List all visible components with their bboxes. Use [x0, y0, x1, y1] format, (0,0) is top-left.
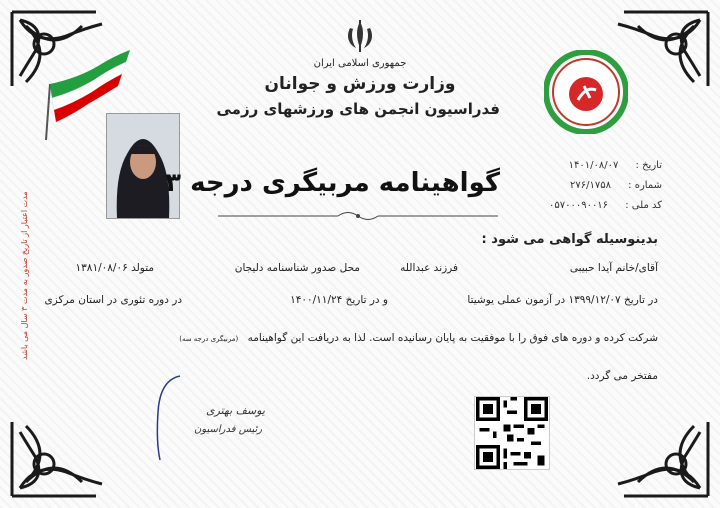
signature-mark — [150, 372, 230, 462]
corner-ornament-bottom-left — [6, 394, 124, 502]
honor-text: مفتخر می گردد. — [586, 370, 658, 382]
date-row — [542, 160, 662, 171]
father-name: فرزند عبدالله — [400, 262, 458, 274]
completion-main: شرکت کرده و دوره های فوق را با موفقیت به پایان رسانیده است. لذا به دریافت این گواهینامه — [247, 332, 658, 344]
date-label: تاریخ : — [635, 160, 662, 171]
completion-text — [179, 332, 658, 344]
iran-emblem-icon — [342, 18, 378, 54]
number-row — [542, 180, 662, 191]
federation-logo — [544, 50, 628, 134]
signatory-role: رئیس فدراسیون — [194, 424, 263, 435]
theory-place-text: در دوره تئوری در استان مرکزی — [44, 294, 182, 306]
federation-label: فدراسیون انجمن های ورزشهای رزمی — [216, 100, 500, 118]
corner-ornament-bottom-right — [596, 394, 714, 502]
intro-text: بدینوسیله گواهی می شود : — [481, 232, 658, 247]
national-id-row — [542, 200, 662, 211]
republic-label: جمهوری اسلامی ایران — [313, 58, 407, 69]
number-value: ۲۷۶/۱۷۵۸ — [570, 180, 611, 191]
practical-exam-text: در تاریخ ۱۳۹۹/۱۲/۰۷ در آزمون عملی یوشیتا — [467, 294, 658, 306]
holder-name: آقای/خانم آیدا حبیبی — [569, 262, 658, 274]
validity-side-text: مدت اعتبار از تاریخ صدور به مدت ۳ سال می باشد — [20, 191, 29, 360]
date-value: ۱۴۰۱/۰۸/۰۷ — [568, 160, 619, 171]
number-label: شماره : — [628, 180, 662, 191]
national-id-value: ۰۵۷۰۰۰۹۰۰۱۶ — [548, 200, 609, 211]
national-id-label: کد ملی : — [625, 200, 662, 211]
ministry-label: وزارت ورزش و جوانان — [264, 74, 456, 94]
title-divider — [218, 208, 498, 222]
completion-grade: (مربیگری درجه سه) — [179, 335, 239, 343]
applicant-photo — [106, 113, 180, 219]
signatory-name: یوسف بهتری — [206, 404, 265, 417]
qr-code — [474, 396, 550, 470]
birth-date: متولد ۱۳۸۱/۰۸/۰۶ — [75, 262, 154, 274]
certificate-title: گواهینامه مربیگری درجه ۳ — [165, 168, 500, 198]
theory-date-text: و در تاریخ ۱۴۰۰/۱۱/۲۴ — [290, 294, 388, 306]
issue-place: محل صدور شناسنامه دلیجان — [234, 262, 360, 274]
